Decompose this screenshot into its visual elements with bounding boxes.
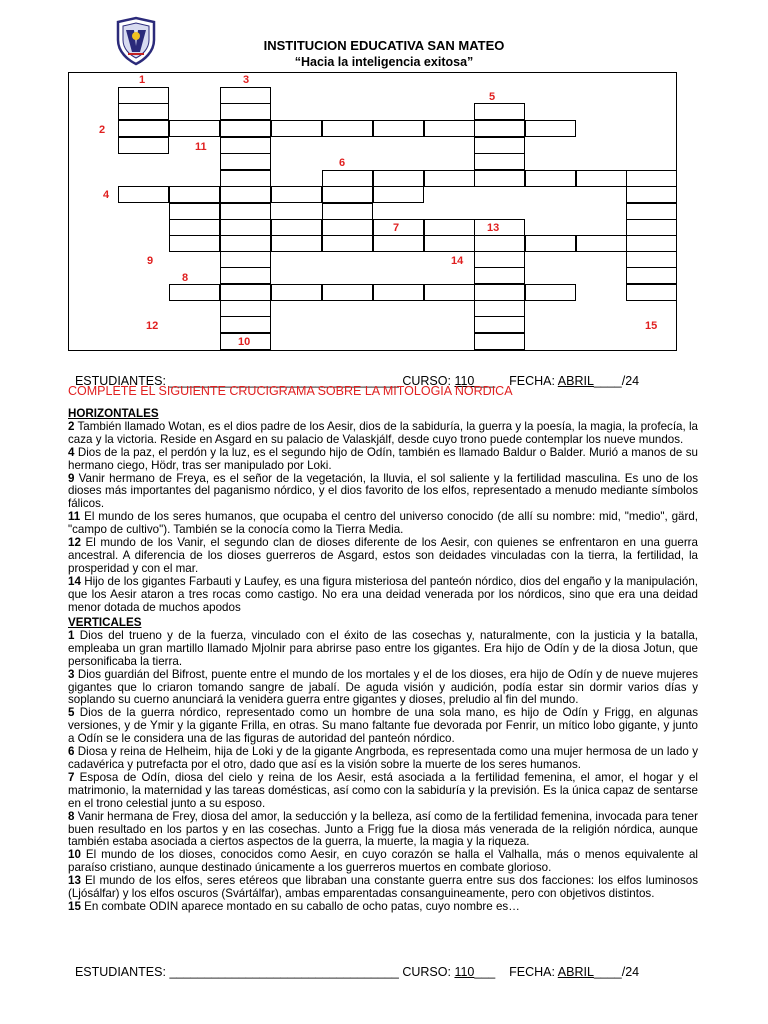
clue-text: Dios del trueno y de la fuerza, vinculado con el éxito de las cosechas y, naturalmente, con la justicia y la batalla, empleaba un gran martillo llamado Mjolnir para abrirse paso entre los gigantes. Era hijo de Odín y de la diosa Jotun, que personificaba la tierra.: [68, 628, 698, 668]
crossword-cell[interactable]: [118, 120, 169, 137]
clue-text: Esposa de Odín, diosa del cielo y reina de los Aesir, está asociada a la fertilidad femenina, el amor, el hogar y el matrimonio, la maternidad y las tareas domésticas, así como con la sabiduría y la previsión. Es la única capaz de sentarse en el trono celestial junto a su esposo.: [68, 770, 698, 810]
crossword-cell[interactable]: [424, 284, 475, 301]
clue-number: 2: [68, 419, 75, 433]
date-month-bottom: ABRIL: [557, 965, 594, 979]
crossword-cell[interactable]: [373, 120, 424, 137]
clue-number: 15: [68, 899, 81, 913]
horizontales-list: [68, 421, 698, 615]
crossword-cell[interactable]: [271, 219, 322, 236]
crossword-cell[interactable]: [525, 235, 576, 252]
crossword-cell[interactable]: [626, 267, 677, 284]
crossword-cell[interactable]: [322, 219, 373, 236]
crossword-cell[interactable]: [474, 120, 525, 137]
date-year-bottom: /24: [621, 965, 640, 979]
verticales-clue-1: [68, 630, 698, 669]
crossword-cell[interactable]: [373, 186, 424, 203]
crossword-cell[interactable]: [322, 203, 373, 220]
crossword-cell[interactable]: [271, 235, 322, 252]
horizontales-clue-12: [68, 537, 698, 576]
crossword-cell[interactable]: [169, 203, 220, 220]
crossword-cell[interactable]: [626, 219, 677, 236]
crossword-cell[interactable]: [474, 284, 525, 301]
crossword-cell[interactable]: [220, 267, 271, 284]
crossword-cell[interactable]: [626, 170, 677, 187]
crossword-cell[interactable]: [169, 120, 220, 137]
clue-number: 6: [68, 745, 75, 759]
clue-number: 4: [68, 445, 75, 459]
instruction-text: COMPLETE EL SIGUIENTE CRUCIGRAMA SOBRE LA MITOLOGIA NORDICA: [68, 384, 513, 398]
clue-text: Vanir hermano de Freya, es el señor de la vegetación, la lluvia, el sol saliente y la fertilidad masculina. Es uno de los dioses más importantes del paganismo nórdico, y el dios favorito de los elfos, representado a menudo mediante símbolos fálicos.: [68, 471, 698, 511]
clue-number: 3: [68, 667, 75, 681]
crossword-cell[interactable]: [169, 219, 220, 236]
course-blank-bottom[interactable]: ___: [474, 965, 496, 979]
crossword-cell[interactable]: [220, 120, 271, 137]
crossword-cell[interactable]: [474, 137, 525, 154]
verticales-clue-10: [68, 849, 698, 875]
clue-number-4: 4: [103, 189, 110, 201]
clue-number: 14: [68, 574, 81, 588]
crossword-cell[interactable]: [220, 300, 271, 317]
crossword-cell[interactable]: [626, 186, 677, 203]
clue-number: 5: [68, 706, 75, 720]
crossword-cell[interactable]: [220, 170, 271, 187]
clue-number: 12: [68, 536, 81, 550]
clue-text: Vanir hermana de Frey, diosa del amor, la seducción y la belleza, así como de la fertilidad femenina, invocada para tener buen resultado en los partos y en las cosechas. Junto a Frigg fue la diosa más venerada de la religión nórdica, aunque también estaba asociada a ciertos aspectos de la guerra, la muerte, la magia y la riqueza.: [68, 809, 698, 849]
horizontales-clue-9: [68, 473, 698, 512]
clue-text: También llamado Wotan, es el dios padre de los Aesir, dios de la sabiduría, la guerra y la poesía, la magia, la profecía, la caza y la victoria. Reside en Asgard en su palacio de Valaskjálf, desde cuyo trono puede contemplar los nueve mundos.: [68, 419, 698, 446]
crossword-cell[interactable]: [474, 316, 525, 333]
crossword-cell[interactable]: [169, 235, 220, 252]
date-month: ABRIL: [557, 374, 594, 388]
course-label-bottom: CURSO:: [402, 965, 451, 979]
crossword-cell[interactable]: [118, 137, 169, 154]
students-label: ESTUDIANTES:: [74, 374, 166, 388]
school-name: INSTITUCION EDUCATIVA SAN MATEO: [263, 38, 505, 53]
clue-text: El mundo de los Vanir, el segundo clan de dioses diferente de los Aesir, con quienes se enfrentaron en una guerra ancestral. A diferencia de los dioses guerreros de Asgard, estos son deidades vinculadas con la tierra, la fertilidad, la prosperidad y con el mar.: [68, 536, 698, 575]
clue-number-11: 11: [195, 141, 207, 153]
date-blank-bottom[interactable]: ____: [593, 965, 622, 979]
crossword-cell[interactable]: [474, 103, 525, 120]
clue-text: Dios de la paz, el perdón y la luz, es el segundo hijo de Odín, también es llamado Baldur o Balder. Murió a manos de su hermano ciego, Hödr, tras ser manipulado por Loki.: [68, 445, 698, 472]
crossword-cell[interactable]: [626, 203, 677, 220]
clue-number-3: 3: [243, 74, 250, 86]
course-label: CURSO:: [402, 374, 451, 388]
crossword-cell[interactable]: [474, 267, 525, 284]
clue-text: El mundo de los dioses, conocidos como Aesir, en cuyo corazón se halla el Valhalla, más o menos equivalente al paraíso cristiano, aunque destinado únicamente a los guerreros muertos en combate glorioso.: [68, 848, 698, 875]
crossword-cell[interactable]: [373, 170, 424, 187]
crossword-cell[interactable]: [626, 251, 677, 268]
clue-number-1: 1: [139, 74, 146, 86]
clue-text: Dios guardián del Bifrost, puente entre el mundo de los mortales y el de los dioses, era hijo de Odín y de nueve mujeres gigantes que lo criaron tomando sangre de jabalí. De aguda visión y audición, podía estar sin dormir varios días y soplando su cuerno anunciará la venidera guerra entre gigantes y dioses, preludio al fin del mundo.: [68, 667, 698, 707]
horizontales-clue-11: [68, 511, 698, 537]
crossword-cell[interactable]: [525, 170, 576, 187]
clue-text: El mundo de los elfos, seres etéreos que libraban una constante guerra entre sus dos facciones: los elfos luminosos (Ljósálfar) y los elfos oscuros (Svártálfar), ambas emparentadas consanguineamente, pero con objetivos distintos.: [68, 874, 698, 901]
students-name-field-bottom[interactable]: _________________________________: [169, 965, 399, 979]
clue-number-5: 5: [489, 91, 496, 103]
clues-horizontales: [68, 408, 698, 615]
clue-number-9: 9: [147, 255, 154, 267]
crossword-cell[interactable]: [271, 186, 322, 203]
student-info-line-bottom: [68, 951, 639, 979]
crossword-cell[interactable]: [271, 284, 322, 301]
crossword-cell[interactable]: [474, 300, 525, 317]
date-blank[interactable]: ____: [593, 374, 622, 388]
crossword-cell[interactable]: [474, 219, 525, 236]
crossword-cell[interactable]: [118, 103, 169, 120]
clue-number-15: 15: [645, 320, 658, 332]
crossword-cell[interactable]: [626, 284, 677, 301]
clue-number-6: 6: [339, 157, 346, 169]
crossword-cell[interactable]: [322, 120, 373, 137]
clue-number: 13: [68, 874, 81, 888]
clue-number-7: 7: [393, 222, 400, 234]
crossword-cell[interactable]: [373, 284, 424, 301]
clue-number-2: 2: [99, 124, 106, 136]
crossword-cell[interactable]: [220, 316, 271, 333]
crossword-cell[interactable]: [424, 170, 475, 187]
crossword-cell[interactable]: [576, 170, 627, 187]
horizontales-clue-14: [68, 576, 698, 615]
clue-text: Dios de la guerra nórdico, representado como un hombre de una sola mano, es hijo de Odín y Frigg, en algunas versiones, y de Ymir y la gigante Frilla, en otras. Su mano faltante fue devorada por Fenrir, un mítico lobo gigante, y junto a Odín se le considera una de las figuras de autoridad del panteón nórdico.: [68, 706, 698, 746]
crossword-cell[interactable]: [169, 186, 220, 203]
crossword-cell[interactable]: [474, 170, 525, 187]
crossword-cell[interactable]: [474, 235, 525, 252]
clue-text: Hijo de los gigantes Farbauti y Laufey, es una figura misteriosa del panteón nórdico, dios del engaño y la manipulación, que los Aesir ataron a tres rocas como castigo. No era una deidad venerada por los nórdicos, sino que era una deidad menor dotada de muchos apodos: [68, 574, 698, 614]
clue-number-14: 14: [451, 255, 464, 267]
crossword-cell[interactable]: [525, 120, 576, 137]
crossword-cell[interactable]: [474, 251, 525, 268]
verticales-list: [68, 630, 698, 914]
crossword-cell[interactable]: [220, 284, 271, 301]
clue-number-10: 10: [238, 336, 251, 348]
crossword-cell[interactable]: [424, 219, 475, 236]
clue-number: 1: [68, 628, 75, 642]
clue-number: 9: [68, 471, 75, 485]
clue-number: 7: [68, 770, 75, 784]
horizontales-title: HORIZONTALES: [68, 407, 159, 420]
crossword-cell[interactable]: [373, 235, 424, 252]
verticales-clue-15: [68, 901, 698, 914]
crossword-cell[interactable]: [322, 170, 373, 187]
crossword-cell[interactable]: [220, 186, 271, 203]
course-blank[interactable]: ___: [474, 374, 496, 388]
crossword-cell[interactable]: [626, 235, 677, 252]
crossword-cell[interactable]: [322, 186, 373, 203]
crossword-cell[interactable]: [220, 103, 271, 120]
crossword-cell[interactable]: [220, 87, 271, 104]
crossword-cell[interactable]: [220, 235, 271, 252]
crossword-cell[interactable]: [220, 137, 271, 154]
date-year: /24: [621, 374, 640, 388]
crossword-cell[interactable]: [424, 235, 475, 252]
verticales-clue-5: [68, 707, 698, 746]
date-label-bottom: FECHA:: [509, 965, 555, 979]
horizontales-clue-4: [68, 447, 698, 473]
clue-number: 8: [68, 809, 75, 823]
crossword-cell[interactable]: [118, 87, 169, 104]
clue-text: El mundo de los seres humanos, que ocupaba el centro del universo conocido (de allí su nombre: mid, "medio", gärd, "campo de cultivo"). También se la conocía como la Tierra Media.: [68, 510, 698, 537]
crossword-cell[interactable]: [576, 235, 627, 252]
clue-number: 10: [68, 848, 81, 862]
course-value-bottom: 110: [454, 965, 475, 979]
verticales-title: VERTICALES: [68, 616, 142, 629]
course-value: 110: [454, 374, 475, 388]
crossword-cell[interactable]: [220, 203, 271, 220]
crossword-cell[interactable]: [322, 235, 373, 252]
crossword-cell[interactable]: [169, 284, 220, 301]
crossword-cell[interactable]: [118, 186, 169, 203]
students-label-bottom: ESTUDIANTES:: [74, 965, 166, 979]
verticales-clue-8: [68, 811, 698, 850]
crossword-cell[interactable]: [322, 284, 373, 301]
crossword-cell[interactable]: [474, 333, 525, 350]
crossword-cell[interactable]: [474, 153, 525, 170]
clue-number: 11: [68, 510, 81, 524]
date-label: FECHA:: [509, 374, 555, 388]
crossword-cell[interactable]: [424, 120, 475, 137]
clue-text: En combate ODIN aparece montado en su caballo de ocho patas, cuyo nombre es…: [80, 899, 520, 913]
verticales-clue-3: [68, 669, 698, 708]
verticales-clue-6: [68, 746, 698, 772]
clues-verticales: [68, 617, 698, 914]
clue-number-13: 13: [487, 222, 500, 234]
clue-text: Diosa y reina de Helheim, hija de Loki y de la gigante Angrboda, es representada como una mujer hermosa de un lado y cadavérica y putrefacta por el otro, dado que así es la visión sobre la muerte de los seres humanos.: [68, 745, 698, 771]
students-name-field[interactable]: _________________________________: [169, 374, 399, 388]
clue-number-12: 12: [146, 320, 159, 332]
crossword-cell[interactable]: [525, 284, 576, 301]
crossword-cell[interactable]: [271, 120, 322, 137]
school-motto: “Hacia la inteligencia exitosa”: [294, 55, 474, 69]
clue-number-8: 8: [182, 272, 189, 284]
verticales-clue-13: [68, 875, 698, 901]
crossword-cell[interactable]: [220, 153, 271, 170]
crossword-cell[interactable]: [220, 251, 271, 268]
horizontales-clue-2: [68, 421, 698, 447]
verticales-clue-7: [68, 772, 698, 811]
crossword-cell[interactable]: [220, 219, 271, 236]
